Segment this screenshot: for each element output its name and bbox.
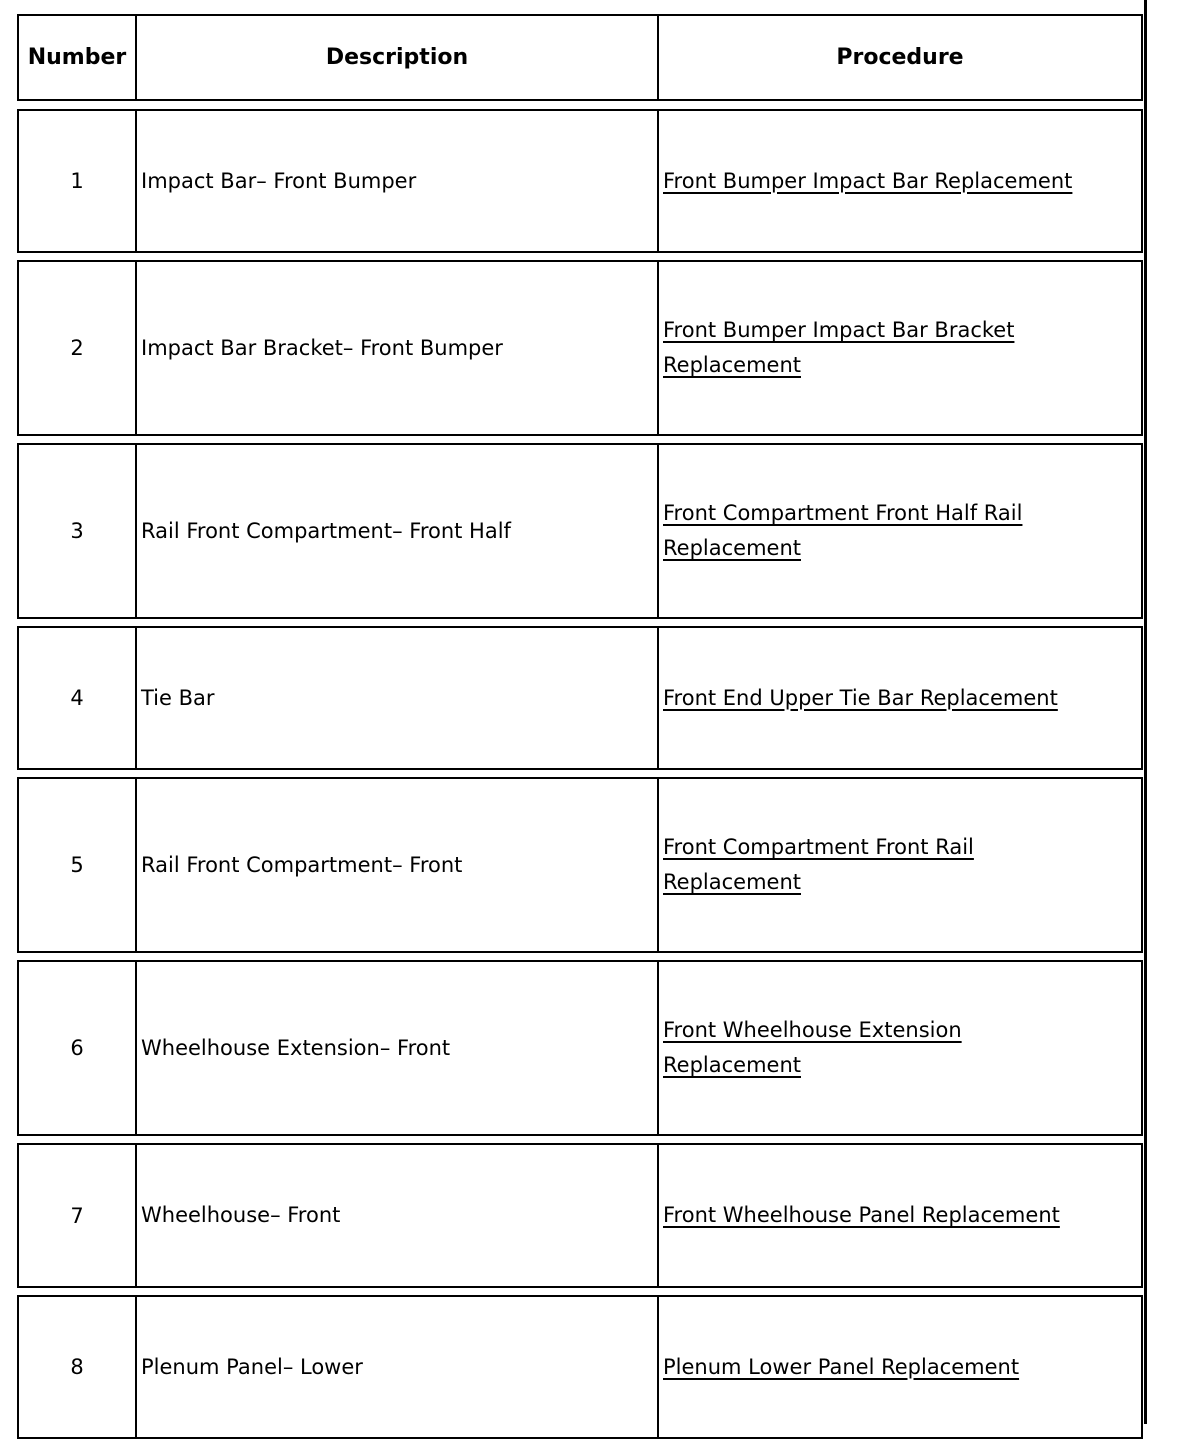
procedure-link[interactable]: Plenum Lower Panel Replacement: [663, 1354, 1020, 1379]
row-description-cell: [135, 260, 659, 436]
row-number: 4: [70, 686, 84, 710]
row-description-cell: [135, 960, 659, 1136]
row-description-cell: [135, 109, 659, 253]
row-number-cell: [17, 260, 137, 436]
row-number-cell: [17, 1295, 137, 1439]
procedure-table: [17, 14, 1143, 1446]
row-description: Rail Front Compartment– Front: [141, 852, 463, 877]
row-procedure-cell: [657, 109, 1143, 253]
procedure-link[interactable]: Front Wheelhouse Extension Replacement: [663, 1018, 962, 1077]
row-procedure-cell: [657, 443, 1143, 619]
row-description: Impact Bar– Front Bumper: [141, 168, 417, 193]
row-description-cell: [135, 443, 659, 619]
row-description: Plenum Panel– Lower: [141, 1354, 363, 1379]
column-header-procedure: Procedure: [657, 14, 1143, 101]
row-description: Rail Front Compartment– Front Half: [141, 518, 511, 543]
table-row: [17, 960, 1143, 1136]
procedure-link[interactable]: Front Compartment Front Rail Replacement: [663, 835, 974, 894]
row-procedure-cell: [657, 777, 1143, 953]
row-description: Wheelhouse– Front: [141, 1203, 341, 1227]
row-number-cell: [17, 626, 137, 770]
table-row: [17, 260, 1143, 436]
procedure-link[interactable]: Front Compartment Front Half Rail Replacement: [663, 501, 1023, 560]
row-description-cell: [135, 1295, 659, 1439]
row-procedure-cell: [657, 626, 1143, 770]
table-row: [17, 626, 1143, 770]
row-procedure-cell: [657, 1143, 1143, 1288]
procedure-link[interactable]: Front Wheelhouse Panel Replacement: [663, 1203, 1060, 1227]
table-outer-right-border: [1144, 0, 1147, 1424]
table-row: [17, 777, 1143, 953]
row-procedure-cell: [657, 960, 1143, 1136]
row-number: 3: [70, 519, 84, 543]
table-body: [17, 109, 1143, 1439]
row-description: Impact Bar Bracket– Front Bumper: [141, 335, 503, 360]
row-description: Wheelhouse Extension– Front: [141, 1035, 451, 1060]
procedure-link[interactable]: Front End Upper Tie Bar Replacement: [663, 685, 1058, 710]
table-row: [17, 109, 1143, 253]
row-number: 1: [70, 169, 84, 193]
row-number: 8: [70, 1355, 84, 1379]
row-number-cell: [17, 109, 137, 253]
table-row: [17, 1295, 1143, 1439]
procedure-link[interactable]: Front Bumper Impact Bar Replacement: [663, 168, 1073, 193]
row-number: 7: [70, 1203, 84, 1228]
row-description-cell: [135, 626, 659, 770]
table-row: [17, 443, 1143, 619]
row-description-cell: [135, 1143, 659, 1288]
row-number-cell: [17, 1143, 137, 1288]
column-header-description: Description: [135, 14, 659, 101]
procedure-link[interactable]: Front Bumper Impact Bar Bracket Replacement: [663, 318, 1015, 377]
table-header-row: [17, 14, 1143, 101]
row-procedure-cell: [657, 260, 1143, 436]
table-row: [17, 1143, 1143, 1288]
row-description-cell: [135, 777, 659, 953]
row-procedure-cell: [657, 1295, 1143, 1439]
row-number: 6: [70, 1036, 84, 1060]
row-number-cell: [17, 777, 137, 953]
row-number-cell: [17, 960, 137, 1136]
row-description: Tie Bar: [141, 685, 215, 710]
row-number: 5: [70, 853, 84, 877]
row-number: 2: [70, 336, 84, 360]
row-number-cell: [17, 443, 137, 619]
column-header-number: Number: [17, 14, 137, 101]
